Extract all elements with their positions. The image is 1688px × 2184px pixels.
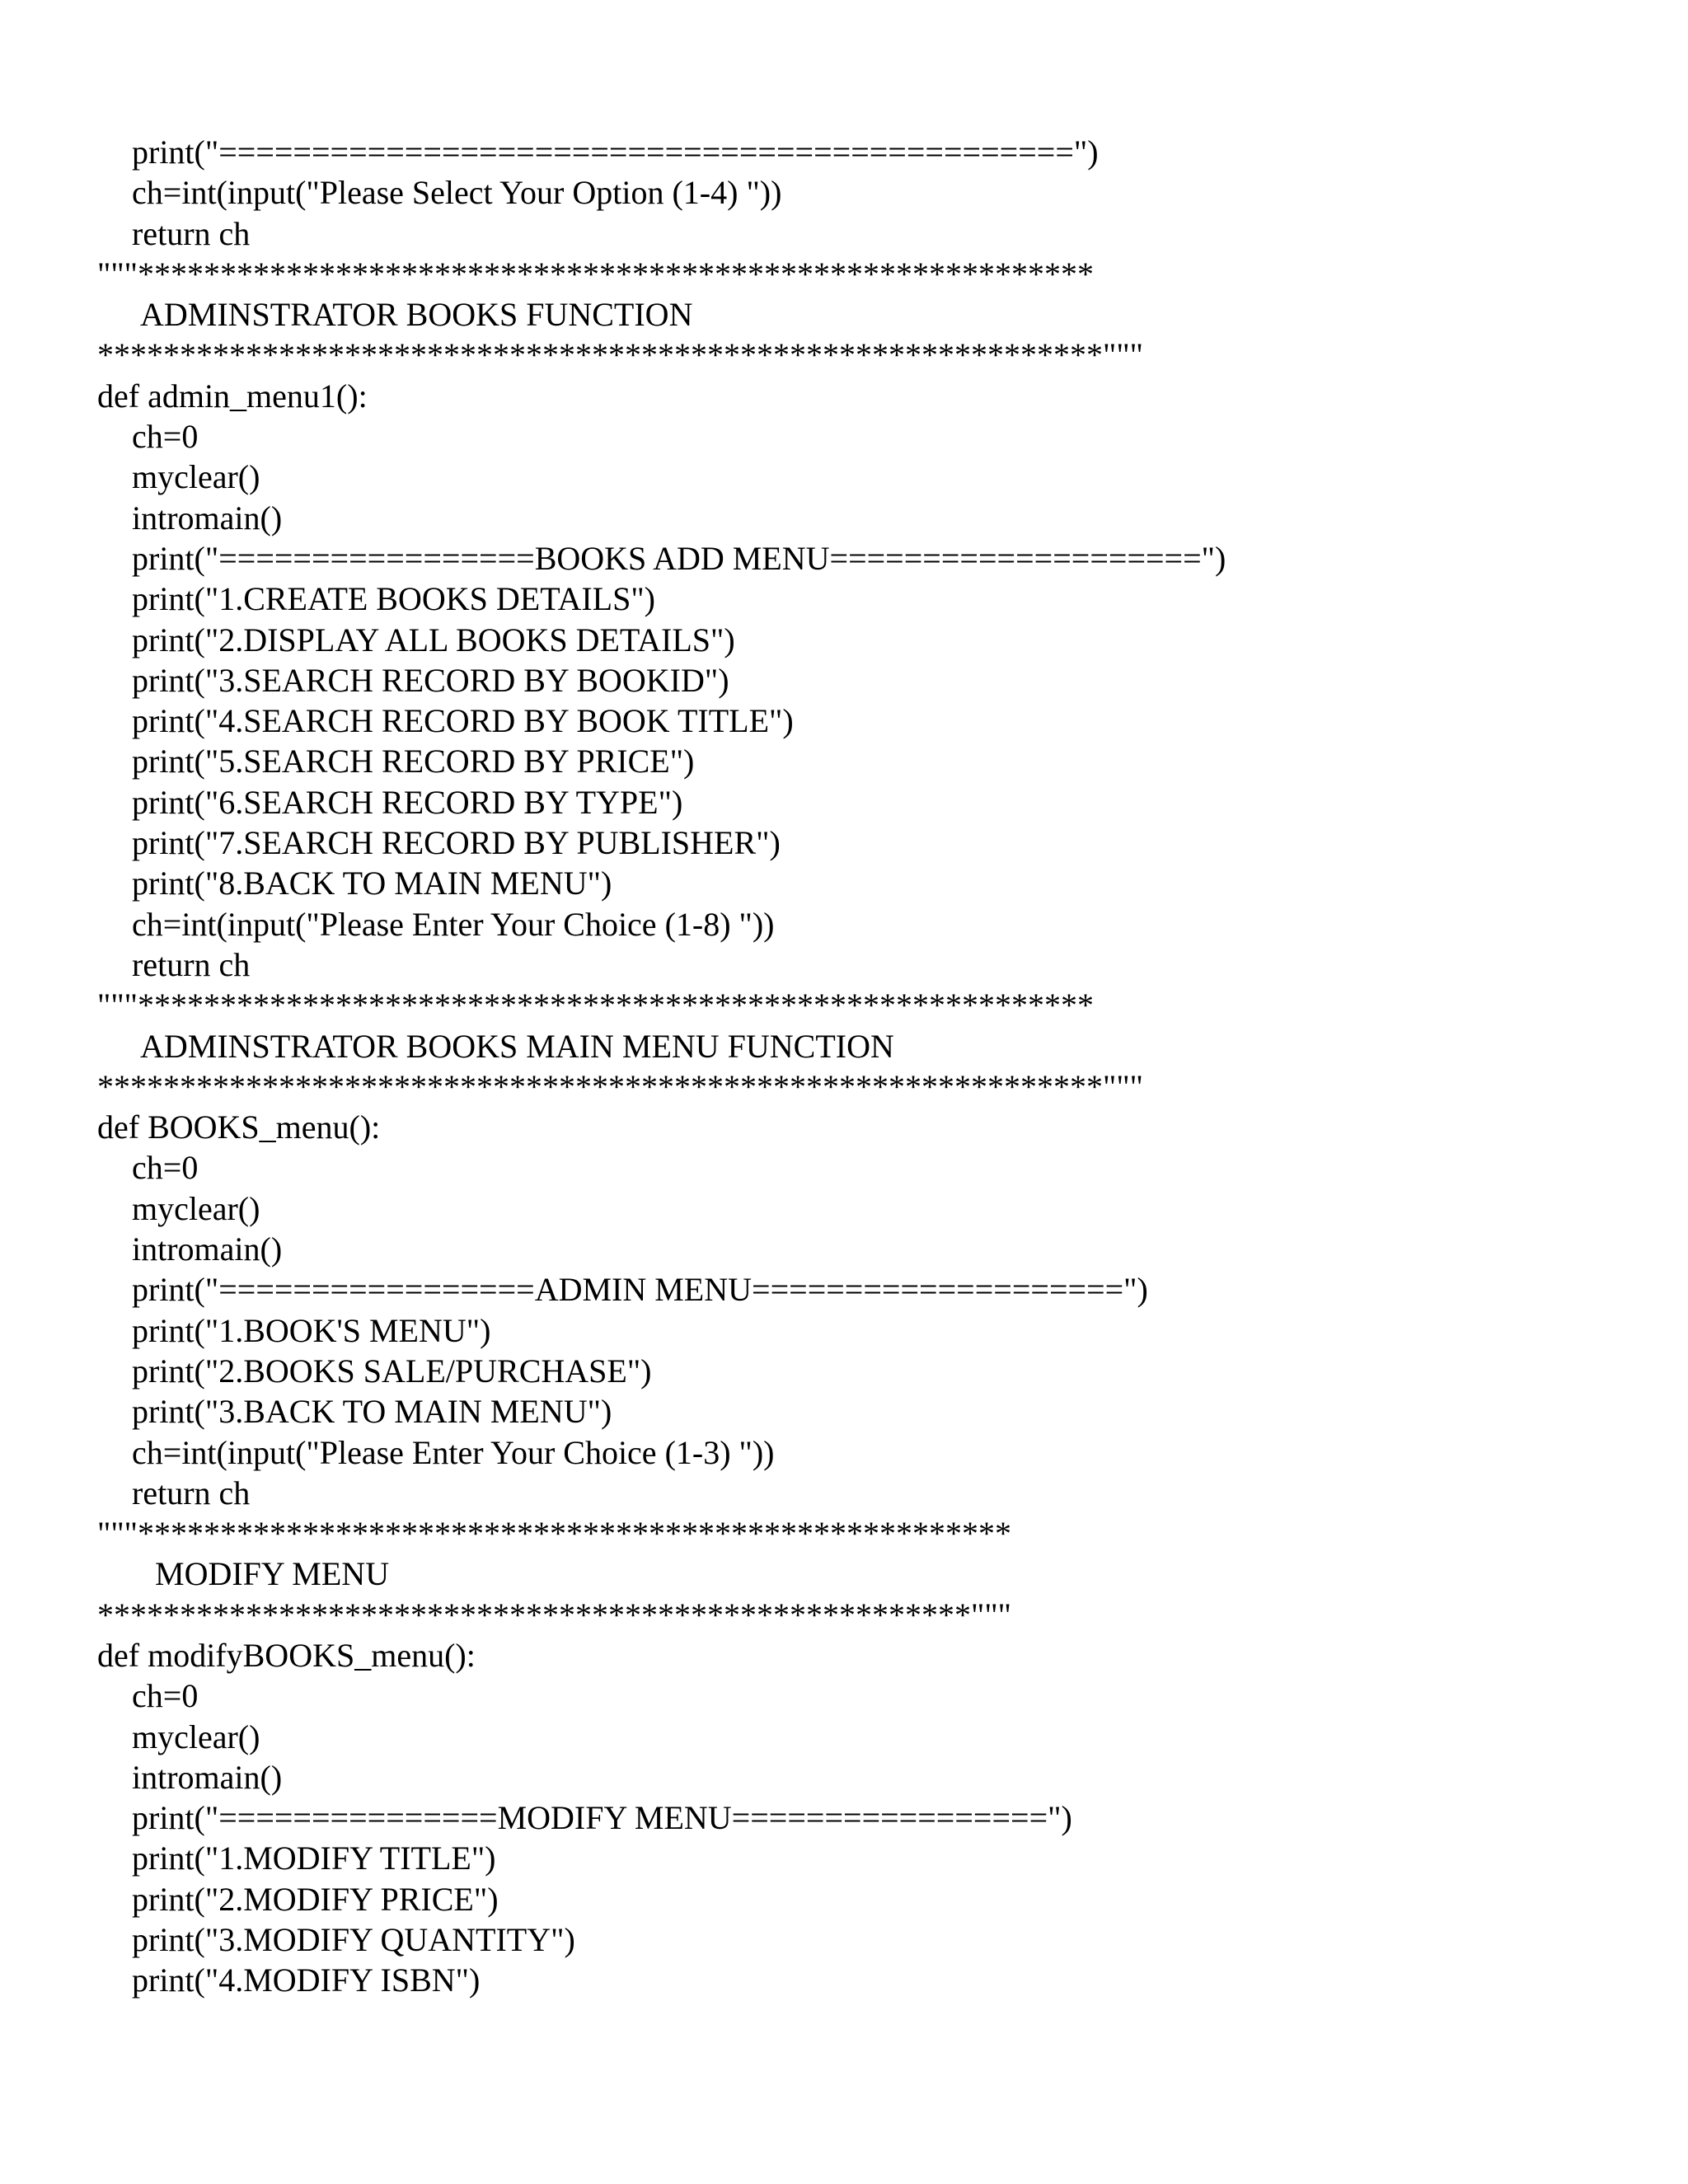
code-line: def BOOKS_menu(): <box>97 1108 381 1146</box>
code-line: ADMINSTRATOR BOOKS FUNCTION <box>140 296 693 334</box>
code-line: print("===============MODIFY MENU=================") <box>132 1799 1072 1837</box>
code-line: *************************************************************""" <box>97 1067 1143 1105</box>
code-listing <box>97 132 1647 2001</box>
code-line: myclear() <box>132 1718 260 1755</box>
code-line: print("7.SEARCH RECORD BY PUBLISHER") <box>132 824 781 862</box>
code-line: print("1.BOOK'S MENU") <box>132 1311 491 1349</box>
code-line: ch=int(input("Please Select Your Option (1-4) ")) <box>132 174 782 212</box>
code-line: print("==============================================") <box>132 134 1099 171</box>
code-line: print("1.MODIFY TITLE") <box>132 1840 496 1877</box>
code-line: myclear() <box>132 458 260 496</box>
code-line: """********************************************************** <box>97 987 1094 1024</box>
code-line: print("2.MODIFY PRICE") <box>132 1880 499 1918</box>
code-line: return ch <box>132 1474 251 1511</box>
code-line: intromain() <box>132 1758 283 1796</box>
code-line: return ch <box>132 945 251 983</box>
code-line: print("3.MODIFY QUANTITY") <box>132 1921 575 1959</box>
code-line: print("2.BOOKS SALE/PURCHASE") <box>132 1352 652 1390</box>
code-line: *************************************************************""" <box>97 336 1143 374</box>
code-line: print("8.BACK TO MAIN MENU") <box>132 865 612 902</box>
code-line: print("4.SEARCH RECORD BY BOOK TITLE") <box>132 702 794 740</box>
code-line: print("3.SEARCH RECORD BY BOOKID") <box>132 661 729 699</box>
code-line: ch=0 <box>132 1677 199 1715</box>
code-line: return ch <box>132 214 251 252</box>
code-line: print("1.CREATE BOOKS DETAILS") <box>132 580 655 618</box>
code-line: print("3.BACK TO MAIN MENU") <box>132 1393 612 1431</box>
code-line: print("6.SEARCH RECORD BY TYPE") <box>132 783 683 821</box>
code-line: print("2.DISPLAY ALL BOOKS DETAILS") <box>132 621 735 658</box>
code-line: ch=int(input("Please Enter Your Choice (1-8) ")) <box>132 905 775 943</box>
code-line: ch=0 <box>132 418 199 456</box>
code-line: print("=================ADMIN MENU====================") <box>132 1271 1148 1309</box>
code-line: ch=0 <box>132 1149 199 1187</box>
code-line: ch=int(input("Please Enter Your Choice (1-3) ")) <box>132 1433 775 1471</box>
code-line: intromain() <box>132 1230 283 1268</box>
code-line: """********************************************************** <box>97 255 1094 293</box>
code-line: print("5.SEARCH RECORD BY PRICE") <box>132 743 695 780</box>
code-line: def modifyBOOKS_menu(): <box>97 1636 476 1674</box>
code-line: myclear() <box>132 1189 260 1227</box>
code-line: ADMINSTRATOR BOOKS MAIN MENU FUNCTION <box>140 1027 894 1065</box>
code-line: MODIFY MENU <box>155 1555 390 1593</box>
code-line: *****************************************************""" <box>97 1596 1011 1633</box>
code-line: print("4.MODIFY ISBN") <box>132 1961 481 1999</box>
code-line: intromain() <box>132 499 283 537</box>
code-line: print("=================BOOKS ADD MENU====================") <box>132 539 1226 577</box>
code-line: """***************************************************** <box>97 1515 1011 1553</box>
code-line: def admin_menu1(): <box>97 377 368 415</box>
